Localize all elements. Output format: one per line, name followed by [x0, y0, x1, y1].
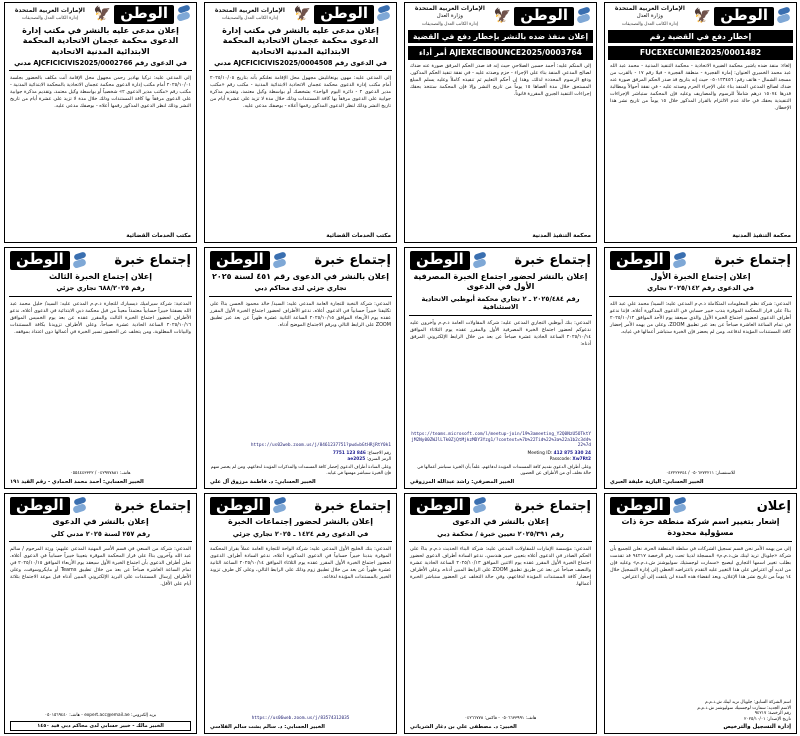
publication-logo [210, 497, 288, 516]
ad-masthead [605, 248, 796, 270]
swoosh-icon [576, 7, 592, 25]
publication-name: الوطن [714, 7, 774, 26]
meeting-id-label: رقم الاجتماع: [367, 451, 391, 457]
ad-footer: إدارة التسجيل والترخيص [723, 723, 791, 730]
passcode-value: Xw7Rt2 [572, 457, 591, 463]
divider [9, 541, 192, 542]
passcode-label: الرمز السري: [366, 457, 391, 463]
ad-court-notice-4 [4, 2, 197, 243]
ad-expert-meeting-1 [604, 247, 797, 488]
swoosh-icon [72, 497, 88, 515]
ad-masthead [405, 248, 596, 270]
ad-cell-5 [600, 245, 800, 490]
publication-name: الوطن [610, 251, 670, 270]
ad-kicker: إجتماع خبرة [314, 498, 391, 514]
publication-logo [210, 251, 288, 270]
divider [209, 70, 392, 71]
ad-title-bar: إعلان منفذ ضده بالنشر بإخطار دفع في القضية [408, 30, 593, 43]
ad-kicker: إعلان [756, 498, 791, 514]
ad-cell-9 [600, 491, 800, 736]
swoosh-icon [776, 7, 792, 25]
publication-logo [314, 5, 392, 24]
publication-name: الوطن [10, 497, 70, 516]
ad-contact: هاتف: ٠٤٢٩٧٧٨٨١ / ٠٥٥٤٤٤٣٣٢٢ [70, 470, 131, 476]
ad-expert-meeting-7 [4, 493, 197, 734]
ad-kicker: إجتماع خبرة [114, 498, 191, 514]
publication-name: الوطن [10, 251, 70, 270]
meeting-id-value: 412 875 330 24 [553, 451, 591, 457]
ad-cell-7 [200, 245, 400, 490]
ad-contact: للاستفسار: ٠٥٠٦٣٧٢٢١١ / ٠٤٢٢٢٣٣٤٤ [665, 470, 736, 476]
detail-line: الاسم الجديد: سمارت لوجستيك سوليوشنز ش.ذ.م.م [697, 705, 791, 711]
publication-name: الوطن [410, 251, 470, 270]
ad-body: إلغاء: منفذ ضده ياشبر محكمة الضيرة الاتحادية - محكمة التنفيذ المدنية - محمد عبد الله عبد محمد الخميري العنوان: إمارة الفجيرة - منطقة الفجيرة - فيلا رقم ١٧ - بالقرب من مسجد الشمال - هاتف رقم: ٠٥٠١٢٣٤٥٦ حيث إنه بتاريخ قد صدر الحكم المرفق صورة عنه ضدك لصالح المدعي المنفذ بناء على الإجراء الحرم وصدته عليه - في نفقة أحوالاً ومطالبة قدرها ١٥٠٧٤ درهم شاملاً للرسوم والمصاريف وعليه فإن المحكمة ستباشر الإجراءات التنفيذية بحقك في حالة عدم الالتزام بالقرار المذكور خلال ١٥ يوماً من تاريخ نشر هذا الإخطار. [610, 62, 791, 111]
passcode-value: ae2025 [347, 457, 366, 463]
divider [209, 541, 392, 542]
ad-court-notice-2 [404, 2, 597, 243]
publication-name: الوطن [314, 5, 374, 24]
ad-details [605, 700, 796, 723]
ad-masthead [605, 494, 796, 516]
swoosh-icon [272, 252, 288, 270]
ad-contact: هاتف: ٠٥٠٦٦٣٣٩٩١ - فاكس: ٠٤٢٦٦٧٧٨ [464, 716, 537, 722]
ad-expert-meeting-3 [204, 247, 397, 488]
publication-logo [514, 7, 592, 26]
divider [609, 296, 792, 297]
detail-line: رقم الرخصة: ٩٤٢١٧ [754, 711, 791, 717]
ad-title: إعلان بالنشر في الدعوى رقم ٤٥١ لسنة ٢٠٢٥ [211, 272, 390, 282]
ad-case-number: رقم ٢٠٢٥/٤٨٤ ـ ٢ تجاري محكمة أبوظبي الاتحادية الاستئنافية [421, 294, 580, 312]
swoosh-icon [272, 497, 288, 515]
divider [209, 296, 392, 297]
ad-signature: الخبير الحسابي: د. سالم بشت سالم الفلاسي [210, 723, 325, 730]
ad-footer: محكمة التنفيذ المدنية [732, 233, 791, 240]
ad-gov-header: الإمارات العربية المتحدة وزارة العدل إدارة الكاتب العدل والتصديقات [614, 5, 685, 27]
swoosh-icon [672, 252, 688, 270]
meeting-link[interactable]: https://teams.microsoft.com/l/meetup-join/19%3ameeting_Y2Q0NzU5OTktYjM2Ny00ZWJlLTk0ZjQtMjkzMDY3Yzg1/?context=%7b%22Tid%22%3a%22a1b2c3d4%22%7d [411, 431, 591, 449]
swoosh-icon [472, 252, 488, 270]
ad-signature: الخبير الحسابي: أحمد محمد الحمادي - رقم القيد ١٩١ [10, 478, 144, 485]
ad-masthead [605, 3, 796, 28]
ad-case-number: AJIEXECIBOUNCE2025/0003764 أمر أداء [408, 46, 593, 59]
ad-title: إعلان بالنشر لحضور اجتماع الخبرة المصرفية الأول في الدعوى [413, 272, 588, 292]
ad-case-number: في الدعوى رقم ٢٠٢٥/١٤٢ تجاري [647, 284, 754, 293]
ad-masthead [405, 3, 596, 28]
ad-signature: الخبير الحسابي: د. فاطمة مرزوق آل علي [210, 478, 316, 485]
publication-name: الوطن [514, 7, 574, 26]
ad-cell-11 [200, 491, 400, 736]
ad-signature: الخبير: د. مصطفى علي بن دغار الشرياني [410, 723, 517, 730]
uae-emblem-icon: 🦅 [93, 6, 112, 23]
meeting-link[interactable]: https://us06web.zoom.us/j/83574312035 [251, 715, 350, 721]
ad-body: إلى المدعى عليه: تركيا بهادير رحمن مجهول محل الإقامة أنت مكلف بالحضور بجلسة ٢٠٢٥/١٠/٠١ أمام مكتب إدارة الدعوى محكمة عجمان الاتحادية بالمحكمة الابتدائية المدنية - مكتب رقم «مكتب مدير الدعوى ٢» شخصياً أو بواسطة وكيل معتمد، وتقديم مذكرة جوابية على الدعوى مرفقاً بها كافة المستندات وذلك خلال مدة لا تزيد على عشرة أيام من تاريخ النشر وذلك لنظر الدعوى المذكور رقمها أعلاه - بوصفك مدعى عليه. [10, 75, 191, 110]
ad-contact: بريد إلكتروني: expert.acc@email.ae - هاتف: ٠٥٠١٥٦٩٤٤٠ [44, 713, 157, 719]
ad-kicker: إجتماع خبرة [714, 253, 791, 269]
ad-cell-8 [0, 245, 200, 490]
uae-emblem-icon: 🦅 [293, 6, 312, 23]
divider [409, 541, 592, 542]
ad-body: المدعي: بنك أبوظبي التجاري المدعى عليه: شركة المقاولات العامة ذ.م.م وآخرون عليه ندعوكم لحضور اجتماع الخبرة المصرفية الأول والمقرر عقده يوم الثلاثاء الموافق ٢٠٢٥/١٠/١٤ الساعة الحادية عشرة صباحاً عن بعد من خلال الرابط الإلكتروني المرفق أدناه: [410, 319, 591, 347]
ad-masthead [205, 248, 396, 270]
ad-kicker: إجتماع خبرة [114, 253, 191, 269]
ad-body: المدعي: شركة نظم المعلومات المتكاملة ذ.م.م المدعى عليه: السيد/ محمد علي عبد الله بناءً على قرار المحكمة الموقرة بندب خبير حسابي في الدعوى المذكورة أعلاه، فإننا ندعو أطراف الدعوى لحضور اجتماع الخبرة الأول والذي سيعقد يوم الأحد الموافق ٢٠٢٥/١٠/١٢ في تمام الساعة العاشرة صباحاً عن بعد عبر تطبيق ZOOM، وعلى من يهمه الأمر إحضار كافة المستندات المؤيدة لدفاعه، ومن لم يحضر فإن الخبرة ستباشر أعمالها في غيابه. [610, 301, 791, 335]
ad-case-number: رقم ٢٠٢٥/٣٩١ تعيين خبرة / محكمة دبي [437, 529, 564, 538]
ad-body: المدعي: شركة من السعي في قسم الأسر المهنية المدعى عليهم: ورثة المرحوم / سالم عبد الله وآخرون بناءً على قرار المحكمة الموقرة بتعيينا خبيراً حسابياً في الدعوى أعلاه، نعلن أطراف الدعوى بأن اجتماع الخبرة الأول سيعقد يوم الأربعاء الموافق ٢٠٢٥/١٠/١٥ في تمام الساعة العاشرة صباحاً عن بعد من خلال تطبيق Teams أو مايكروسوفت، وعلى الأطراف إرسال المستندات على البريد الإلكتروني المبين أدناه قبل موعد الاجتماع بثلاثة أيام على الأقل. [10, 546, 191, 588]
publication-logo [114, 5, 192, 24]
ad-name-change-notice [604, 493, 797, 734]
ad-footer: مكتب الخدمات القضائية [326, 233, 391, 240]
ad-title: إعلان مدعى عليه بالنشر في مكتب إدارة الدعوى محكمة عجمان الاتحادية المحكمة الابتدائية المدنية الاتحادية [222, 25, 379, 56]
ad-body: إلى من يهمه الأمر نحن قسم تسجيل الشركات في سلطة المنطقة الحرة، نعلن للجميع بأن شركة «جلوبال تريد لينك ش.ذ.م.م» المسجلة لدينا تحت رقم الرخصة ٩٤٢١٧ قد تقدمت بطلب تغيير اسمها التجاري ليصبح «سمارت لوجستيك سوليوشنز ش.ذ.م.م» وعليه فإن من لديه أي اعتراض على هذا التغيير عليه التقدم باعتراضه الخطي إلى إدارة التسجيل خلال ١٤ يوماً من تاريخ نشر هذا الإعلان، وبعد انقضاء هذه المدة لن يلتفت إلى أي اعتراض. [610, 546, 791, 580]
uae-emblem-icon: 🦅 [693, 8, 712, 25]
ad-gov-header: الإمارات العربية المتحدة إدارة الكاتب العدل والتصديقات [214, 6, 285, 21]
ad-cell-10 [400, 491, 600, 736]
ad-body: إلى المنكم عليه: أحمد حسين الصلاحي حيث إنه قد صدر الحكم المرفق صورة عنه ضدك لصالح المدعي المنفذ بناء على الإجراء - حزم وصدته عليه - في نفقة تنفيذ الحكم المذكور، ودفع الرسوم المحددة لذلك، وهذا إن أحكم التعليم ثم تنفيذه كاملاً وعليه يسلم المبلغ المستحق خلال مدة أقصاها ١٥ يوماً من تاريخ النشر وإلا فإن المحكمة ستتخذ بحقك إجراءات التنفيذ الجبري المقررة قانوناً. [410, 62, 591, 97]
ad-cell-3 [200, 0, 400, 245]
ad-case-number: رقم ٢٥٧ لسنة ٢٠٢٥ مدني كلي [50, 529, 151, 538]
ad-cell-6 [400, 245, 600, 490]
meeting-link[interactable]: https://us02web.zoom.us/j/8461237751?pwd=bGtHRjRtY0k1 [250, 443, 391, 449]
ad-note: وعلى السادة أطراف الدعوى إحضار كافة المستندات والمذكرات المؤيدة لدفاعهم، ومن لم يحضر منهم فإن الخبرة ستباشر مهمتها في غيابه. [210, 465, 391, 476]
ad-title: إعلان بالنشر لحضور إجتماعات الخبرة [227, 517, 374, 527]
ad-signature: الخبير مالك - خبير حسابي لدى محاكم دبي قيد ١٤٥٠ [10, 721, 191, 731]
ad-cell-4 [0, 0, 200, 245]
ad-title: إعلان مدعى عليه بالنشر في مكتب إدارة الدعوى محكمة عجمان الاتحادية المحكمة الابتدائية المدنية الاتحادية [22, 25, 179, 56]
divider [609, 541, 792, 542]
ad-note: وعلى أطراف الدعوى تقديم كافة المستندات المؤيدة لدفاعهم، علماً بأن الخبرة ستباشر أعمالها في حالة تخلف أي من الأطراف عن الحضور. [417, 465, 591, 476]
ad-court-notice-3 [204, 2, 397, 243]
publication-logo [410, 497, 488, 516]
meeting-id-label: Meeting ID: [527, 451, 553, 457]
divider [9, 70, 192, 71]
ad-case-number: في الدعوى رقم AJCFICICIVIS2025/0002766 مدني [14, 58, 187, 67]
ad-kicker: إجتماع خبرة [514, 498, 591, 514]
ad-title: إشعار بتغيير اسم شركة منطقة حرة ذات مسؤولية محدودة [621, 517, 780, 537]
ad-case-number: في الدعوى رقم AJCFICICIVIS2025/0004508 مدني [214, 58, 387, 67]
swoosh-icon [376, 5, 392, 23]
ad-expert-meeting-5 [404, 493, 597, 734]
ad-gov-header: الإمارات العربية المتحدة وزارة العدل إدارة الكاتب العدل والتصديقات [414, 5, 485, 27]
ad-masthead [205, 3, 396, 24]
ad-body: إلى المدعى عليه: مهون يونغانليش مجهول محل الإقامة نعلنكم بأنه بتاريخ ٢٠٢٥/١٠/٠٥ أمام مكتب إدارة الدعوى محكمة عجمان الاتحادية الابتدائية المدنية - مكتب رقم «مكتب مدير الدعوى ٢ - دائرة اليوم الواحد» بشخصك أو بواسطة وكيل معتمد، وتقديم مذكرة جوابية على الدعوى مرفقاً بها كافة المستندات وذلك خلال مدة لا تزيد على عشرة أيام من تاريخ النشر وذلك لنظر الدعوى المذكور رقمها أعلاه - بوصفك مدعى عليه. [210, 75, 392, 110]
publication-name: الوطن [410, 497, 470, 516]
ad-footer: محكمة التنفيذ المدنية [532, 233, 591, 240]
ad-title: إعلان بالنشر في الدعوى [52, 517, 149, 527]
ad-footer: مكتب الخدمات القضائية [126, 233, 191, 240]
publication-logo [610, 251, 688, 270]
ad-body: المدعي: بنك الخليج الأول المدعى عليه: شركة الواحة للتجارة العامة عملاً بقرار المحكمة الموقرة بندبنا خبيراً حسابياً في الدعوى المذكورة أعلاه، ندعو السادة أطراف الدعوى لحضور اجتماع الخبرة الأول المقرر عقده يوم الثلاثاء الموافق ٢٠٢٥/١٠/١٤ الساعة الثانية عشرة ظهراً عن بعد من خلال تطبيق زوم وذلك على الرابط التالي، وعلى كل طرف تزويد الخبير بالمستندات المؤيدة لدفاعه. [210, 546, 392, 581]
passcode-label: Passcode: [549, 457, 571, 463]
ad-expert-meeting-2 [404, 247, 597, 488]
divider [9, 296, 192, 297]
ad-case-number: في الدعوى رقم ١٤٢٤ ـ ٢٠٢٥ تجاري جزئي [232, 529, 369, 538]
ad-masthead [5, 248, 196, 270]
swoosh-icon [176, 5, 192, 23]
ad-kicker: إجتماع خبرة [314, 253, 391, 269]
publication-logo [714, 7, 792, 26]
ad-court-notice-1 [604, 2, 797, 243]
ad-title: إعلان إجتماع الخبرة الثالث [48, 272, 153, 282]
ad-signature: الخبير الحسابي: اليازية خليفة العبري [610, 478, 704, 485]
ad-masthead [405, 494, 596, 516]
ad-gov-header: الإمارات العربية المتحدة إدارة الكاتب العدل والتصديقات [14, 6, 85, 21]
divider [409, 315, 592, 316]
publication-name: الوطن [610, 497, 670, 516]
ad-cell-1 [600, 0, 800, 245]
publication-name: الوطن [210, 251, 270, 270]
ad-case-number: رقم ٦٨٨/٢٠٢٥ تجاري جزئي [56, 284, 145, 293]
swoosh-icon [672, 497, 688, 515]
publication-name: الوطن [114, 5, 174, 24]
swoosh-icon [72, 252, 88, 270]
ad-masthead [205, 494, 396, 516]
ad-masthead [5, 3, 196, 24]
swoosh-icon [472, 497, 488, 515]
meeting-credentials [405, 449, 596, 465]
ad-title: إعلان بالنشر في الدعوى [452, 517, 549, 527]
ad-body: المدعي: مؤسسة الإمارات للمقاولات المدعى عليه: شركة البناء الحديث ذ.م.م بناءً على الحكم الصادر في الدعوى أعلاه بتعيين خبير هندسي، ندعو السادة أطراف الدعوى لحضور اجتماع الخبرة الأول المقرر عقده يوم الاثنين الموافق ٢٠٢٥/١٠/١٣ الساعة الحادية عشرة والنصف صباحاً عن بعد عن طريق تطبيق ZOOM على الرابط المبين أدناه، وعلى الأطراف إحضار كافة المستندات المؤيدة لدفاعهم، وفي حالة التخلف عن الحضور ستباشر الخبرة أعمالها. [410, 546, 592, 588]
ad-title-bar: إخطار دفع في القضية رقم [608, 30, 793, 43]
publication-logo [10, 497, 88, 516]
publication-name: الوطن [210, 497, 270, 516]
publication-logo [10, 251, 88, 270]
ad-title: إعلان إجتماع الخبرة الأول [650, 272, 751, 282]
ad-masthead [5, 494, 196, 516]
ad-expert-meeting-4 [4, 247, 197, 488]
meeting-credentials [205, 449, 396, 465]
uae-emblem-icon: 🦅 [493, 8, 512, 25]
ad-case-number: تجاري جزئي لدى محاكم دبي [254, 284, 347, 293]
meeting-id-value: 846 123 7751 [332, 451, 366, 457]
ad-body: المدعي: شركة النخبة للتجارة العامة المدعى عليه: السيد/ خالد محمود الحسن بناءً على تكليفنا خبيراً حسابياً في الدعوى أعلاه، ندعو الأطراف لحضور اجتماع الخبرة الأول المقرر عقده يوم الأربعاء الموافق ٢٠٢٥/١٠/١٥ الساعة الثانية عشرة ظهراً عن بعد عبر تطبيق ZOOM على الرابط التالي وبرقم الاجتماع الموضح أدناه. [210, 301, 392, 328]
ad-cell-12 [0, 491, 200, 736]
ad-cell-2 [400, 0, 600, 245]
ad-body: المدعية: شركة سيراميك ديسبارك للتجارة ذ.م.م المدعى عليه: السيد/ خليل محمد عبد الله بصفتنا خبيراً حسابياً معتمداً معيناً من قبل محكمة دبي الابتدائية في الدعوى أعلاه، ندعو الأطراف لحضور اجتماع الخبرة الثالث والمقرر عقده عن بعد يوم الخميس الموافق ٢٠٢٥/١٠/١٦ الساعة الحادية عشرة صباحاً، وعلى الأطراف تزويدنا بكافة المستندات والبيانات المطلوبة، ومن يتخلف عن الحضور تسير الخبرة في أعمالها دون اعتداد بموقفه. [10, 301, 191, 335]
ad-case-number: FUCEXECUMIE2025/0001482 [608, 46, 793, 59]
detail-line: اسم الشركة السابق: جلوبال تريد لينك ش.ذ.م.م [705, 699, 791, 705]
publication-logo [410, 251, 488, 270]
detail-line: تاريخ الإصدار: ٢٠٢٥/١٠/٠١ [744, 717, 791, 723]
ad-expert-meeting-6 [204, 493, 397, 734]
ad-kicker: إجتماع خبرة [514, 253, 591, 269]
ad-signature: الخبير المصرفي: راشد عبدالله المرزوقي [410, 478, 515, 485]
publication-logo [610, 497, 688, 516]
